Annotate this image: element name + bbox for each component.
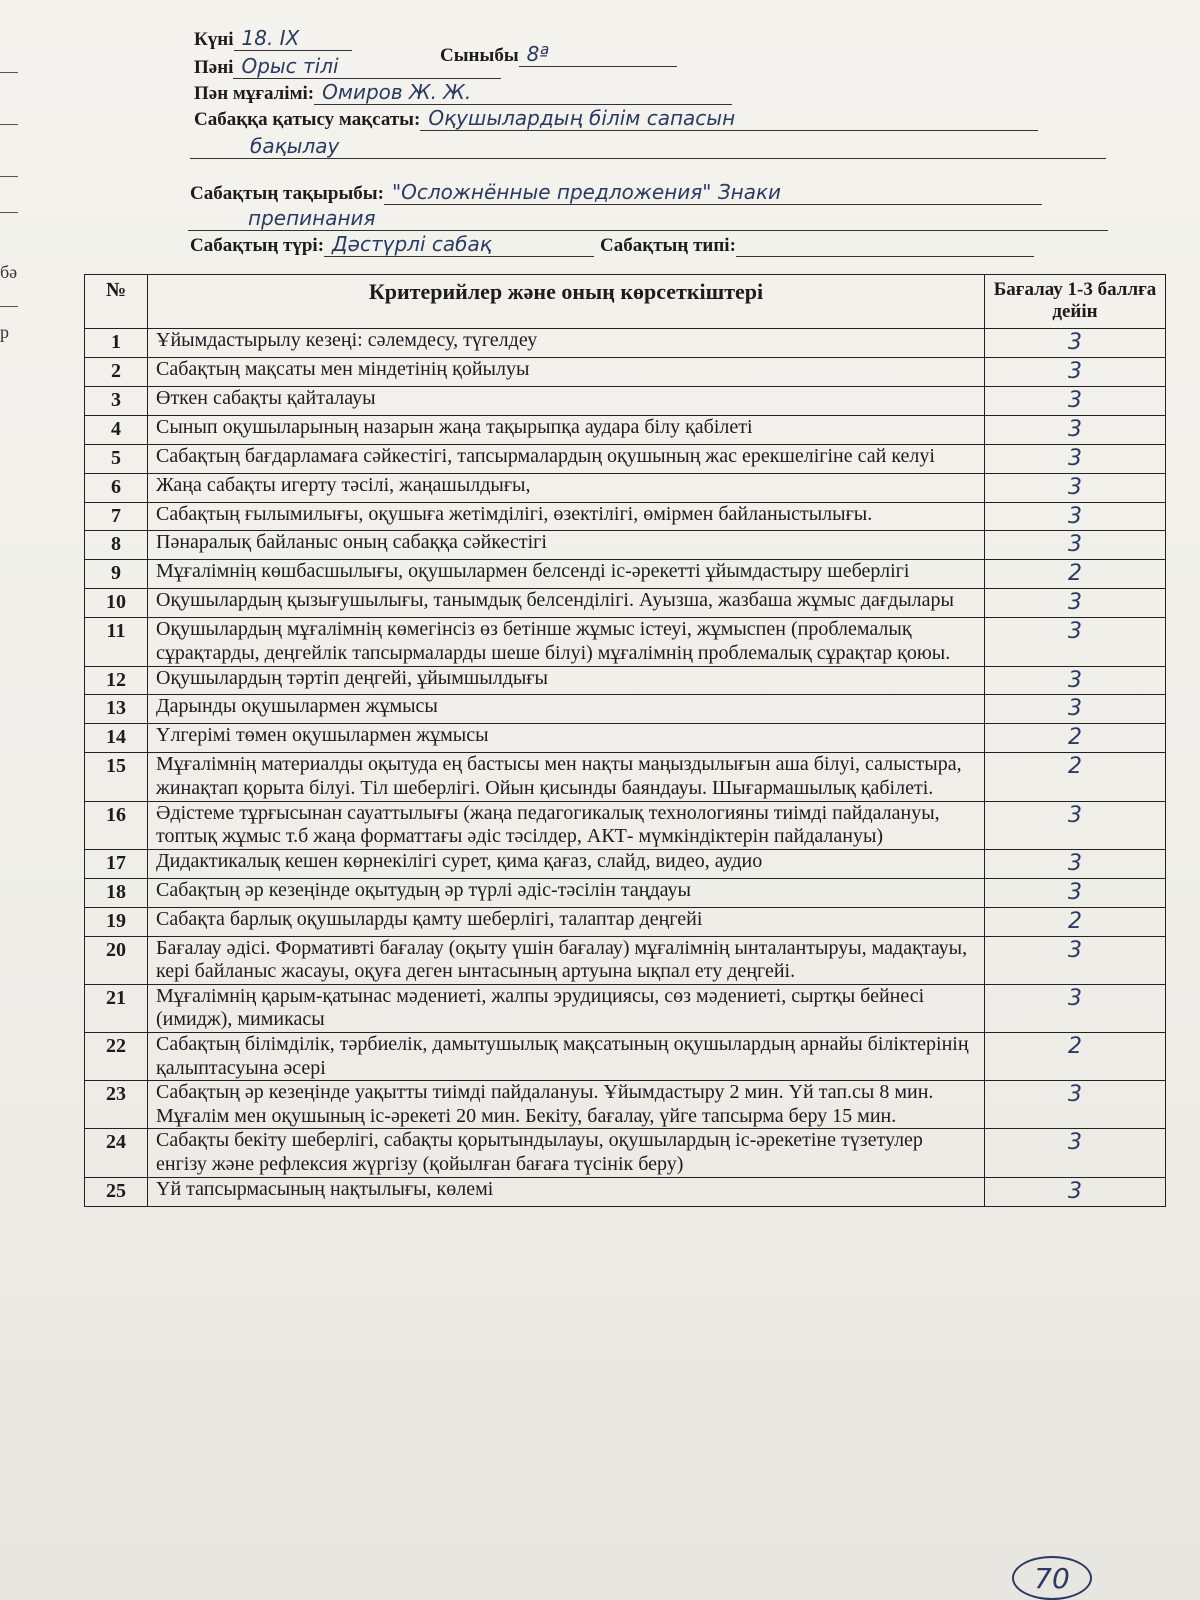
criterion-text: Жаңа сабақты игерту тәсілі, жаңашылдығы, — [148, 473, 985, 502]
criterion-number: 15 — [85, 753, 148, 801]
criterion-text: Оқушылардың тәртіп деңгейі, ұйымшылдығы — [148, 666, 985, 695]
criterion-text: Сабақтың мақсаты мен міндетінің қойылуы — [148, 357, 985, 386]
criterion-text: Әдістеме тұрғысынан сауаттылығы (жаңа педагогикалық технологияны тиімді пайдалануы, топтық жұмыс т.б жаңа форматтағы әдіс тәсілдер, АКТ- мүмкіндіктерін пайдалануы) — [148, 801, 985, 849]
margin-mark — [0, 72, 18, 73]
criterion-number: 9 — [85, 560, 148, 589]
table-row — [85, 560, 1166, 589]
class-value: 8ª — [519, 42, 677, 67]
criterion-score: 3 — [985, 444, 1166, 473]
criterion-score: 3 — [985, 531, 1166, 560]
criterion-number: 22 — [85, 1033, 148, 1081]
table-row — [85, 1033, 1166, 1081]
table-row — [85, 695, 1166, 724]
purpose-label: Сабаққа қатысу мақсаты: — [194, 109, 421, 130]
lesson-type-value — [736, 232, 1034, 257]
criterion-score: 3 — [985, 415, 1166, 444]
table-row — [85, 1129, 1166, 1177]
criterion-number: 11 — [85, 618, 148, 666]
criterion-score: 3 — [985, 618, 1166, 666]
date-field — [194, 26, 352, 51]
criterion-number: 12 — [85, 666, 148, 695]
criteria-table — [84, 274, 1166, 1207]
criterion-number: 2 — [85, 357, 148, 386]
criterion-number: 13 — [85, 695, 148, 724]
criterion-number: 3 — [85, 386, 148, 415]
criterion-score: 3 — [985, 1081, 1166, 1129]
column-header-score: Бағалау 1-3 баллға дейін — [985, 275, 1166, 329]
criterion-text: Дарынды оқушылармен жұмысы — [148, 695, 985, 724]
criterion-number: 17 — [85, 849, 148, 878]
table-row — [85, 724, 1166, 753]
criterion-score: 2 — [985, 907, 1166, 936]
criterion-number: 19 — [85, 907, 148, 936]
lesson-kind-value: Дәстүрлі сабақ — [324, 232, 594, 257]
subject-field — [194, 54, 501, 79]
table-row — [85, 386, 1166, 415]
criterion-text: Бағалау әдісі. Формативті бағалау (оқыту үшін бағалау) мұғалімнің ынталантыруы, мадақтауы, кері байланыс жасауы, оқуға деген ынтасының артуына ықпал ету деңгейі. — [148, 936, 985, 984]
criterion-number: 24 — [85, 1129, 148, 1177]
criteria-rows — [85, 328, 1166, 1206]
criterion-number: 21 — [85, 984, 148, 1032]
criterion-text: Өткен сабақты қайталауы — [148, 386, 985, 415]
table-row — [85, 618, 1166, 666]
lesson-kind-field — [190, 232, 1034, 257]
criterion-text: Сабақтың әр кезеңінде уақытты тиімді пайдалануы. Ұйымдастыру 2 мин. Үй тап.сы 8 мин. Мұғалім мен оқушының іс-әрекеті 20 мин. Бекіту, бағалау, үйге тапсырма беру 15 мин. — [148, 1081, 985, 1129]
criterion-score: 3 — [985, 878, 1166, 907]
table-row — [85, 666, 1166, 695]
criterion-number: 4 — [85, 415, 148, 444]
table-header-row — [85, 275, 1166, 329]
teacher-label: Пән мұғалімі: — [194, 83, 315, 104]
criterion-number: 6 — [85, 473, 148, 502]
table-row — [85, 907, 1166, 936]
criterion-text: Оқушылардың мұғалімнің көмегінсіз өз бетінше жұмыс істеуі, жұмыспен (проблемалық сұрақтарды, деңгейлік тапсырмаларды шеше білуі) мұғалімнің проблемалық сұрақтар қоюы. — [148, 618, 985, 666]
criterion-text: Мұғалімнің көшбасшылығы, оқушылармен белсенді іс-әрекетті ұйымдастыру шеберлігі — [148, 560, 985, 589]
criterion-number: 25 — [85, 1177, 148, 1206]
purpose-value: Оқушылардың білім сапасын — [420, 106, 1038, 131]
margin-mark — [0, 176, 18, 177]
date-label: Күні — [194, 29, 234, 50]
table-row — [85, 1177, 1166, 1206]
criterion-score: 3 — [985, 589, 1166, 618]
criterion-text: Сабақты бекіту шеберлігі, сабақты қорытындылауы, оқушылардың іс-әрекетіне түзетулер енгізу және рефлексия жүргізу (қойылған бағаға түсінік беру) — [148, 1129, 985, 1177]
lesson-type-label: Сабақтың типі: — [600, 235, 736, 256]
margin-fragment: бə — [0, 262, 18, 282]
topic-value-continued: препинания — [188, 206, 1108, 231]
margin-fragment: р — [0, 322, 9, 342]
table-row — [85, 801, 1166, 849]
criterion-text: Пәнаралық байланыс оның сабаққа сәйкестігі — [148, 531, 985, 560]
criterion-text: Сынып оқушыларының назарын жаңа тақырыпқа аудара білу қабілеті — [148, 415, 985, 444]
topic-field — [190, 180, 1042, 205]
margin-mark — [0, 212, 18, 213]
criterion-score: 3 — [985, 1177, 1166, 1206]
table-row — [85, 589, 1166, 618]
criterion-text: Сабақтың әр кезеңінде оқытудың әр түрлі әдіс-тәсілін таңдауы — [148, 878, 985, 907]
criterion-text: Сабақта барлық оқушыларды қамту шеберлігі, талаптар деңгейі — [148, 907, 985, 936]
subject-label: Пәні — [194, 57, 234, 78]
criterion-number: 14 — [85, 724, 148, 753]
criterion-score: 3 — [985, 502, 1166, 531]
criterion-text: Оқушылардың қызығушылығы, танымдық белсенділігі. Ауызша, жазбаша жұмыс дағдылары — [148, 589, 985, 618]
table-row — [85, 357, 1166, 386]
margin-mark — [0, 124, 18, 125]
table-row — [85, 415, 1166, 444]
lesson-kind-label: Сабақтың түрі: — [190, 235, 325, 256]
table-row — [85, 444, 1166, 473]
criterion-score: 3 — [985, 357, 1166, 386]
criterion-text: Сабақтың білімділік, тәрбиелік, дамытушылық мақсатының оқушылардың арнайы біліктерінің қалыптасуына әсері — [148, 1033, 985, 1081]
criterion-score: 3 — [985, 984, 1166, 1032]
criterion-score: 3 — [985, 936, 1166, 984]
class-label: Сыныбы — [440, 45, 519, 66]
table-row — [85, 328, 1166, 357]
criterion-text: Мұғалімнің қарым-қатынас мәдениеті, жалпы эрудициясы, сөз мәдениеті, сыртқы бейнесі (имидж), мимикасы — [148, 984, 985, 1032]
table-row — [85, 984, 1166, 1032]
total-score: 70 — [1012, 1556, 1092, 1600]
criterion-text: Ұйымдастырылу кезеңі: сәлемдесу, түгелдеу — [148, 328, 985, 357]
criterion-score: 2 — [985, 1033, 1166, 1081]
criterion-score: 2 — [985, 560, 1166, 589]
topic-label: Сабақтың тақырыбы: — [190, 183, 384, 204]
criterion-text: Дидактикалық кешен көрнекілігі сурет, қима қағаз, слайд, видео, аудио — [148, 849, 985, 878]
date-value: 18. IX — [234, 26, 352, 51]
criterion-score: 3 — [985, 473, 1166, 502]
table-row — [85, 531, 1166, 560]
table-row — [85, 473, 1166, 502]
criterion-score: 3 — [985, 328, 1166, 357]
criterion-number: 5 — [85, 444, 148, 473]
criterion-number: 16 — [85, 801, 148, 849]
table-row — [85, 878, 1166, 907]
table-row — [85, 753, 1166, 801]
criterion-text: Сабақтың ғылымилығы, оқушыға жетімділігі, өзектілігі, өмірмен байланыстылығы. — [148, 502, 985, 531]
purpose-value-continued: бақылау — [190, 134, 1106, 159]
criterion-score: 3 — [985, 666, 1166, 695]
column-header-number: № — [85, 275, 148, 329]
criterion-number: 23 — [85, 1081, 148, 1129]
criterion-number: 10 — [85, 589, 148, 618]
topic-value: "Осложнённые предложения" Знаки — [384, 180, 1042, 205]
criterion-number: 7 — [85, 502, 148, 531]
criterion-score: 3 — [985, 801, 1166, 849]
margin-mark — [0, 306, 18, 307]
column-header-criteria: Критерийлер және оның көрсеткіштері — [148, 275, 985, 329]
table-row — [85, 1081, 1166, 1129]
criterion-text: Мұғалімнің материалды оқытуда ең бастысы мен нақты маңыздылығын аша білуі, салыстыра, жинақтап қорыта білуі. Тіл шеберлігі. Ойын қисынды баяндауы. Шығармашылық қабілеті. — [148, 753, 985, 801]
teacher-value: Омиров Ж. Ж. — [314, 80, 732, 105]
criterion-score: 2 — [985, 753, 1166, 801]
criterion-text: Үлгерімі төмен оқушылармен жұмысы — [148, 724, 985, 753]
criterion-score: 3 — [985, 1129, 1166, 1177]
criterion-score: 3 — [985, 849, 1166, 878]
criterion-number: 1 — [85, 328, 148, 357]
criterion-number: 8 — [85, 531, 148, 560]
table-row — [85, 502, 1166, 531]
criterion-text: Сабақтың бағдарламаға сәйкестігі, тапсырмалардың оқушының жас ерекшелігіне сай келуі — [148, 444, 985, 473]
criterion-text: Үй тапсырмасының нақтылығы, көлемі — [148, 1177, 985, 1206]
criterion-score: 3 — [985, 386, 1166, 415]
subject-value: Орыс тілі — [233, 54, 501, 79]
criterion-number: 20 — [85, 936, 148, 984]
criterion-score: 3 — [985, 695, 1166, 724]
table-row — [85, 849, 1166, 878]
criterion-score: 2 — [985, 724, 1166, 753]
table-row — [85, 936, 1166, 984]
purpose-field — [194, 106, 1038, 131]
teacher-field — [194, 80, 732, 105]
criterion-number: 18 — [85, 878, 148, 907]
